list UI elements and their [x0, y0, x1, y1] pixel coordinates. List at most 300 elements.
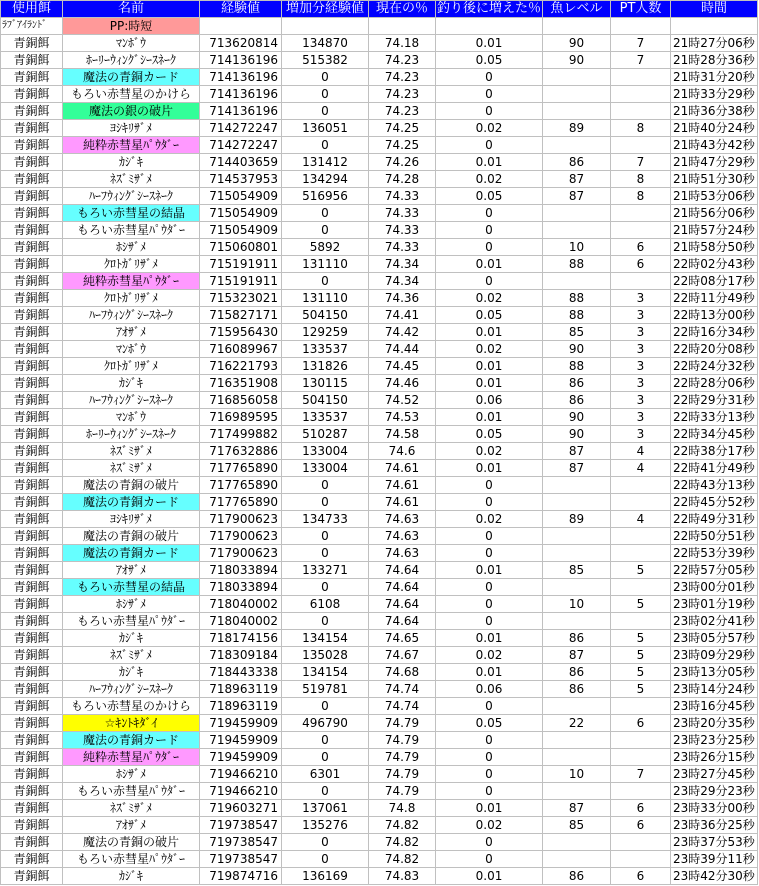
bait-cell: 青銅餌	[1, 511, 63, 528]
name-cell: 魔法の青銅の破片	[63, 834, 200, 851]
party-size-cell: 3	[611, 324, 671, 341]
time-cell: 23時39分11秒	[671, 851, 758, 868]
table-row	[1, 766, 758, 783]
exp-cell: 715323021	[200, 290, 282, 307]
current-percent-cell: 74.74	[369, 681, 436, 698]
table-row	[1, 256, 758, 273]
exp-cell: 718033894	[200, 562, 282, 579]
header-percent-gain: 釣り後に増えた％	[436, 1, 541, 16]
current-percent-cell: 74.64	[369, 562, 436, 579]
fish-level-cell: 86	[543, 375, 611, 392]
table-row	[1, 86, 758, 103]
time-cell: 21時31分20秒	[671, 69, 758, 86]
party-size-cell	[611, 273, 671, 290]
name-cell: 魔法の青銅の破片	[63, 477, 200, 494]
fish-level-cell: 87	[543, 460, 611, 477]
time-cell: 22時53分39秒	[671, 545, 758, 562]
name-cell: ｱｵｻﾞﾒ	[63, 324, 200, 341]
party-size-cell	[611, 749, 671, 766]
fish-level-cell: 87	[543, 647, 611, 664]
name-cell: 魔法の青銅カード	[63, 545, 200, 562]
bait-cell: 青銅餌	[1, 222, 63, 239]
bait-cell: 青銅餌	[1, 868, 63, 885]
exp-gain-cell: 516956	[282, 188, 369, 205]
time-cell: 22時02分43秒	[671, 256, 758, 273]
percent-gain-cell: 0	[436, 86, 543, 103]
party-size-cell: 3	[611, 409, 671, 426]
table-row	[1, 715, 758, 732]
current-percent-cell: 74.46	[369, 375, 436, 392]
name-cell: ｶｼﾞｷ	[63, 154, 200, 171]
exp-gain-cell: 510287	[282, 426, 369, 443]
table-row	[1, 392, 758, 409]
percent-gain-cell: 0.01	[436, 154, 543, 171]
fish-level-cell	[543, 528, 611, 545]
exp-cell: 715054909	[200, 188, 282, 205]
bait-cell: 青銅餌	[1, 103, 63, 120]
exp-gain-cell: 131826	[282, 358, 369, 375]
percent-gain-cell: 0	[436, 477, 543, 494]
fish-level-cell: 86	[543, 630, 611, 647]
name-cell: ｸﾛﾄｶﾞﾘｻﾞﾒ	[63, 256, 200, 273]
exp-cell: 718963119	[200, 698, 282, 715]
current-percent-cell: 74.67	[369, 647, 436, 664]
exp-gain-cell: 133537	[282, 409, 369, 426]
bait-cell: 青銅餌	[1, 647, 63, 664]
exp-cell: 714136196	[200, 69, 282, 86]
party-size-cell: 3	[611, 392, 671, 409]
name-cell: ﾖｼｷﾘｻﾞﾒ	[63, 511, 200, 528]
party-size-cell: 3	[611, 358, 671, 375]
time-cell: 23時01分19秒	[671, 596, 758, 613]
current-percent-cell: 74.63	[369, 528, 436, 545]
exp-cell: 715060801	[200, 239, 282, 256]
current-percent-cell: 74.61	[369, 460, 436, 477]
name-cell: ﾊｰﾌｳｨﾝｸﾞｼｰｽﾈｰｸ	[63, 681, 200, 698]
time-cell: 22時45分52秒	[671, 494, 758, 511]
table-row	[1, 35, 758, 52]
current-percent-cell: 74.23	[369, 103, 436, 120]
table-row	[1, 375, 758, 392]
bait-cell: 青銅餌	[1, 392, 63, 409]
percent-gain-cell: 0.01	[436, 630, 543, 647]
table-row	[1, 681, 758, 698]
time-cell: 21時33分29秒	[671, 86, 758, 103]
name-cell: ｶｼﾞｷ	[63, 868, 200, 885]
exp-cell: 715054909	[200, 222, 282, 239]
current-percent-cell: 74.33	[369, 239, 436, 256]
pp-label: PP:時短	[63, 18, 200, 35]
name-cell: ﾏﾝﾎﾞｳ	[63, 409, 200, 426]
time-cell: 22時34分45秒	[671, 426, 758, 443]
exp-cell: 718174156	[200, 630, 282, 647]
percent-gain-cell: 0	[436, 69, 543, 86]
fish-level-cell	[543, 222, 611, 239]
name-cell: 魔法の青銅カード	[63, 494, 200, 511]
bait-cell: 青銅餌	[1, 307, 63, 324]
percent-gain-cell: 0.01	[436, 868, 543, 885]
exp-cell: 715191911	[200, 273, 282, 290]
fish-level-cell: 88	[543, 256, 611, 273]
fish-level-cell	[543, 103, 611, 120]
party-size-cell: 3	[611, 375, 671, 392]
name-cell: 純粋赤彗星ﾊﾟｳﾀﾞｰ	[63, 273, 200, 290]
time-cell: 21時56分06秒	[671, 205, 758, 222]
name-cell: ﾎｼｻﾞﾒ	[63, 239, 200, 256]
exp-gain-cell: 137061	[282, 800, 369, 817]
table-row	[1, 426, 758, 443]
current-percent-cell: 74.23	[369, 86, 436, 103]
name-cell: ｱｵｻﾞﾒ	[63, 562, 200, 579]
party-size-cell	[611, 545, 671, 562]
fish-level-cell	[543, 749, 611, 766]
header-row	[1, 1, 758, 18]
exp-cell: 717632886	[200, 443, 282, 460]
name-cell: ｱｵｻﾞﾒ	[63, 817, 200, 834]
bait-cell: 青銅餌	[1, 562, 63, 579]
fish-level-cell	[543, 579, 611, 596]
exp-cell: 716221793	[200, 358, 282, 375]
time-cell: 23時20分35秒	[671, 715, 758, 732]
bait-cell: 青銅餌	[1, 375, 63, 392]
bait-cell: 青銅餌	[1, 545, 63, 562]
time-cell: 21時57分24秒	[671, 222, 758, 239]
current-percent-cell: 74.82	[369, 817, 436, 834]
party-size-cell: 3	[611, 341, 671, 358]
name-cell: ﾈｽﾞﾐｻﾞﾒ	[63, 443, 200, 460]
exp-cell: 719874716	[200, 868, 282, 885]
percent-gain-cell: 0.02	[436, 290, 543, 307]
empty-cell	[671, 18, 758, 35]
name-cell: もろい赤彗星ﾊﾟｳﾀﾞｰ	[63, 222, 200, 239]
exp-gain-cell: 0	[282, 613, 369, 630]
exp-cell: 714136196	[200, 103, 282, 120]
name-cell: もろい赤彗星のかけら	[63, 698, 200, 715]
exp-cell: 715054909	[200, 205, 282, 222]
fish-level-cell: 10	[543, 596, 611, 613]
exp-cell: 718033894	[200, 579, 282, 596]
time-cell: 21時28分36秒	[671, 52, 758, 69]
percent-gain-cell: 0.06	[436, 681, 543, 698]
empty-cell	[543, 18, 611, 35]
fish-level-cell: 88	[543, 290, 611, 307]
party-size-cell: 5	[611, 681, 671, 698]
percent-gain-cell: 0	[436, 596, 543, 613]
name-cell: ﾊｰﾌｳｨﾝｸﾞｼｰｽﾈｰｸ	[63, 188, 200, 205]
fish-level-cell	[543, 494, 611, 511]
table-row	[1, 69, 758, 86]
percent-gain-cell: 0.05	[436, 426, 543, 443]
exp-cell: 714272247	[200, 137, 282, 154]
exp-cell: 719459909	[200, 715, 282, 732]
fish-level-cell: 88	[543, 307, 611, 324]
table-row	[1, 443, 758, 460]
party-size-cell: 8	[611, 188, 671, 205]
time-cell: 22時29分31秒	[671, 392, 758, 409]
bait-cell: 青銅餌	[1, 834, 63, 851]
time-cell: 21時43分42秒	[671, 137, 758, 154]
table-row	[1, 511, 758, 528]
exp-cell: 719738547	[200, 834, 282, 851]
percent-gain-cell: 0	[436, 732, 543, 749]
bait-cell: 青銅餌	[1, 494, 63, 511]
percent-gain-cell: 0	[436, 851, 543, 868]
exp-gain-cell: 133004	[282, 443, 369, 460]
info-row	[1, 18, 758, 35]
exp-gain-cell: 0	[282, 477, 369, 494]
party-size-cell: 7	[611, 52, 671, 69]
name-cell: ﾊｰﾌｳｨﾝｸﾞｼｰｽﾈｰｸ	[63, 392, 200, 409]
current-percent-cell: 74.64	[369, 596, 436, 613]
party-size-cell: 6	[611, 239, 671, 256]
fish-level-cell	[543, 783, 611, 800]
party-size-cell	[611, 103, 671, 120]
name-cell: ﾈｽﾞﾐｻﾞﾒ	[63, 800, 200, 817]
time-cell: 22時20分08秒	[671, 341, 758, 358]
fish-level-cell: 86	[543, 392, 611, 409]
time-cell: 22時57分05秒	[671, 562, 758, 579]
exp-cell: 717900623	[200, 511, 282, 528]
name-cell: ｶｼﾞｷ	[63, 375, 200, 392]
time-cell: 21時47分29秒	[671, 154, 758, 171]
name-cell: ☆ｷﾝﾄｷﾀﾞｲ	[63, 715, 200, 732]
header-fish-level: 魚レベル	[543, 1, 611, 18]
bait-cell: 青銅餌	[1, 698, 63, 715]
party-size-cell	[611, 69, 671, 86]
table-row	[1, 749, 758, 766]
bait-cell: 青銅餌	[1, 715, 63, 732]
percent-gain-cell: 0	[436, 205, 543, 222]
exp-cell: 719466210	[200, 766, 282, 783]
name-cell: ｸﾛﾄｶﾞﾘｻﾞﾒ	[63, 358, 200, 375]
bait-cell: 青銅餌	[1, 120, 63, 137]
fish-level-cell	[543, 834, 611, 851]
exp-cell: 714537953	[200, 171, 282, 188]
name-cell: ﾎｼｻﾞﾒ	[63, 766, 200, 783]
table-row	[1, 341, 758, 358]
exp-cell: 717900623	[200, 545, 282, 562]
exp-gain-cell: 0	[282, 273, 369, 290]
exp-cell: 715191911	[200, 256, 282, 273]
bait-cell: 青銅餌	[1, 35, 63, 52]
name-cell: 純粋赤彗星ﾊﾟｳﾀﾞｰ	[63, 137, 200, 154]
bait-cell: 青銅餌	[1, 664, 63, 681]
fish-level-cell: 87	[543, 188, 611, 205]
current-percent-cell: 74.41	[369, 307, 436, 324]
name-cell: ﾊｰﾌｳｨﾝｸﾞｼｰｽﾈｰｸ	[63, 307, 200, 324]
bait-cell: 青銅餌	[1, 783, 63, 800]
exp-gain-cell: 0	[282, 222, 369, 239]
bait-cell: 青銅餌	[1, 613, 63, 630]
exp-gain-cell: 0	[282, 69, 369, 86]
bait-cell: 青銅餌	[1, 732, 63, 749]
current-percent-cell: 74.34	[369, 273, 436, 290]
party-size-cell	[611, 613, 671, 630]
party-size-cell	[611, 477, 671, 494]
party-size-cell: 5	[611, 664, 671, 681]
bait-cell: 青銅餌	[1, 426, 63, 443]
percent-gain-cell: 0	[436, 749, 543, 766]
fish-level-cell: 87	[543, 171, 611, 188]
exp-gain-cell: 0	[282, 86, 369, 103]
table-row	[1, 409, 758, 426]
current-percent-cell: 74.23	[369, 69, 436, 86]
table-row	[1, 834, 758, 851]
fish-level-cell	[543, 137, 611, 154]
exp-gain-cell: 0	[282, 494, 369, 511]
bait-cell: 青銅餌	[1, 800, 63, 817]
name-cell: 魔法の銀の破片	[63, 103, 200, 120]
party-size-cell: 6	[611, 256, 671, 273]
percent-gain-cell: 0	[436, 698, 543, 715]
table-row	[1, 120, 758, 137]
time-cell: 23時00分01秒	[671, 579, 758, 596]
name-cell: ﾈｽﾞﾐｻﾞﾒ	[63, 460, 200, 477]
percent-gain-cell: 0.02	[436, 171, 543, 188]
table-row	[1, 239, 758, 256]
table-row	[1, 188, 758, 205]
current-percent-cell: 74.74	[369, 698, 436, 715]
time-cell: 23時23分25秒	[671, 732, 758, 749]
time-cell: 21時51分30秒	[671, 171, 758, 188]
current-percent-cell: 74.36	[369, 290, 436, 307]
percent-gain-cell: 0.02	[436, 511, 543, 528]
exp-gain-cell: 136169	[282, 868, 369, 885]
fish-level-cell: 90	[543, 341, 611, 358]
table-row	[1, 647, 758, 664]
name-cell: ｶｼﾞｷ	[63, 664, 200, 681]
current-percent-cell: 74.52	[369, 392, 436, 409]
exp-gain-cell: 133004	[282, 460, 369, 477]
fish-level-cell: 87	[543, 800, 611, 817]
name-cell: 魔法の青銅の破片	[63, 528, 200, 545]
time-cell: 22時11分49秒	[671, 290, 758, 307]
percent-gain-cell: 0.01	[436, 324, 543, 341]
table-row	[1, 800, 758, 817]
time-cell: 23時27分45秒	[671, 766, 758, 783]
name-cell: ﾖｼｷﾘｻﾞﾒ	[63, 120, 200, 137]
bait-cell: 青銅餌	[1, 358, 63, 375]
time-cell: 23時26分15秒	[671, 749, 758, 766]
percent-gain-cell: 0.02	[436, 341, 543, 358]
table-row	[1, 851, 758, 868]
percent-gain-cell: 0.06	[436, 392, 543, 409]
fish-level-cell: 87	[543, 443, 611, 460]
table-row	[1, 494, 758, 511]
current-percent-cell: 74.33	[369, 188, 436, 205]
percent-gain-cell: 0	[436, 222, 543, 239]
current-percent-cell: 74.33	[369, 205, 436, 222]
bait-cell: 青銅餌	[1, 341, 63, 358]
party-size-cell: 8	[611, 171, 671, 188]
bait-cell: 青銅餌	[1, 596, 63, 613]
exp-gain-cell: 131412	[282, 154, 369, 171]
party-size-cell: 3	[611, 426, 671, 443]
current-percent-cell: 74.33	[369, 222, 436, 239]
party-size-cell: 5	[611, 630, 671, 647]
exp-gain-cell: 6301	[282, 766, 369, 783]
exp-gain-cell: 129259	[282, 324, 369, 341]
time-cell: 21時27分06秒	[671, 35, 758, 52]
exp-cell: 716856058	[200, 392, 282, 409]
name-cell: もろい赤彗星の結晶	[63, 205, 200, 222]
bait-cell: 青銅餌	[1, 579, 63, 596]
party-size-cell: 3	[611, 290, 671, 307]
bait-cell: 青銅餌	[1, 851, 63, 868]
percent-gain-cell: 0	[436, 103, 543, 120]
party-size-cell	[611, 494, 671, 511]
table-row	[1, 460, 758, 477]
exp-cell: 719738547	[200, 851, 282, 868]
header-bait: 使用餌	[1, 1, 63, 18]
percent-gain-cell: 0.01	[436, 358, 543, 375]
name-cell: もろい赤彗星の結晶	[63, 579, 200, 596]
percent-gain-cell: 0	[436, 545, 543, 562]
time-cell: 23時14分24秒	[671, 681, 758, 698]
current-percent-cell: 74.25	[369, 137, 436, 154]
fish-level-cell: 10	[543, 766, 611, 783]
bait-cell: 青銅餌	[1, 460, 63, 477]
exp-gain-cell: 131110	[282, 256, 369, 273]
exp-cell: 714403659	[200, 154, 282, 171]
percent-gain-cell: 0.01	[436, 664, 543, 681]
percent-gain-cell: 0.01	[436, 256, 543, 273]
table-row	[1, 171, 758, 188]
current-percent-cell: 74.42	[369, 324, 436, 341]
exp-gain-cell: 0	[282, 783, 369, 800]
exp-cell: 718309184	[200, 647, 282, 664]
bait-cell: 青銅餌	[1, 409, 63, 426]
party-size-cell: 4	[611, 511, 671, 528]
time-cell: 22時13分00秒	[671, 307, 758, 324]
exp-cell: 714272247	[200, 120, 282, 137]
percent-gain-cell: 0.05	[436, 307, 543, 324]
exp-gain-cell: 496790	[282, 715, 369, 732]
table-row	[1, 154, 758, 171]
exp-gain-cell: 0	[282, 103, 369, 120]
empty-cell	[611, 18, 671, 35]
party-size-cell: 6	[611, 800, 671, 817]
percent-gain-cell: 0.01	[436, 35, 543, 52]
bait-cell: 青銅餌	[1, 477, 63, 494]
table-row	[1, 579, 758, 596]
current-percent-cell: 74.68	[369, 664, 436, 681]
exp-cell: 713620814	[200, 35, 282, 52]
exp-cell: 718040002	[200, 596, 282, 613]
time-cell: 22時16分34秒	[671, 324, 758, 341]
name-cell: ﾎｼｻﾞﾒ	[63, 596, 200, 613]
percent-gain-cell: 0.01	[436, 562, 543, 579]
name-cell: ﾏﾝﾎﾞｳ	[63, 35, 200, 52]
time-cell: 22時50分51秒	[671, 528, 758, 545]
current-percent-cell: 74.44	[369, 341, 436, 358]
party-size-cell	[611, 698, 671, 715]
time-cell: 23時09分29秒	[671, 647, 758, 664]
fish-level-cell: 89	[543, 511, 611, 528]
current-percent-cell: 74.82	[369, 834, 436, 851]
exp-cell: 718040002	[200, 613, 282, 630]
exp-cell: 714136196	[200, 52, 282, 69]
percent-gain-cell: 0	[436, 613, 543, 630]
fish-level-cell: 88	[543, 358, 611, 375]
exp-gain-cell: 134294	[282, 171, 369, 188]
exp-cell: 718443338	[200, 664, 282, 681]
exp-gain-cell: 0	[282, 579, 369, 596]
exp-cell: 717499882	[200, 426, 282, 443]
exp-gain-cell: 504150	[282, 392, 369, 409]
time-cell: 23時16分45秒	[671, 698, 758, 715]
party-size-cell: 5	[611, 647, 671, 664]
